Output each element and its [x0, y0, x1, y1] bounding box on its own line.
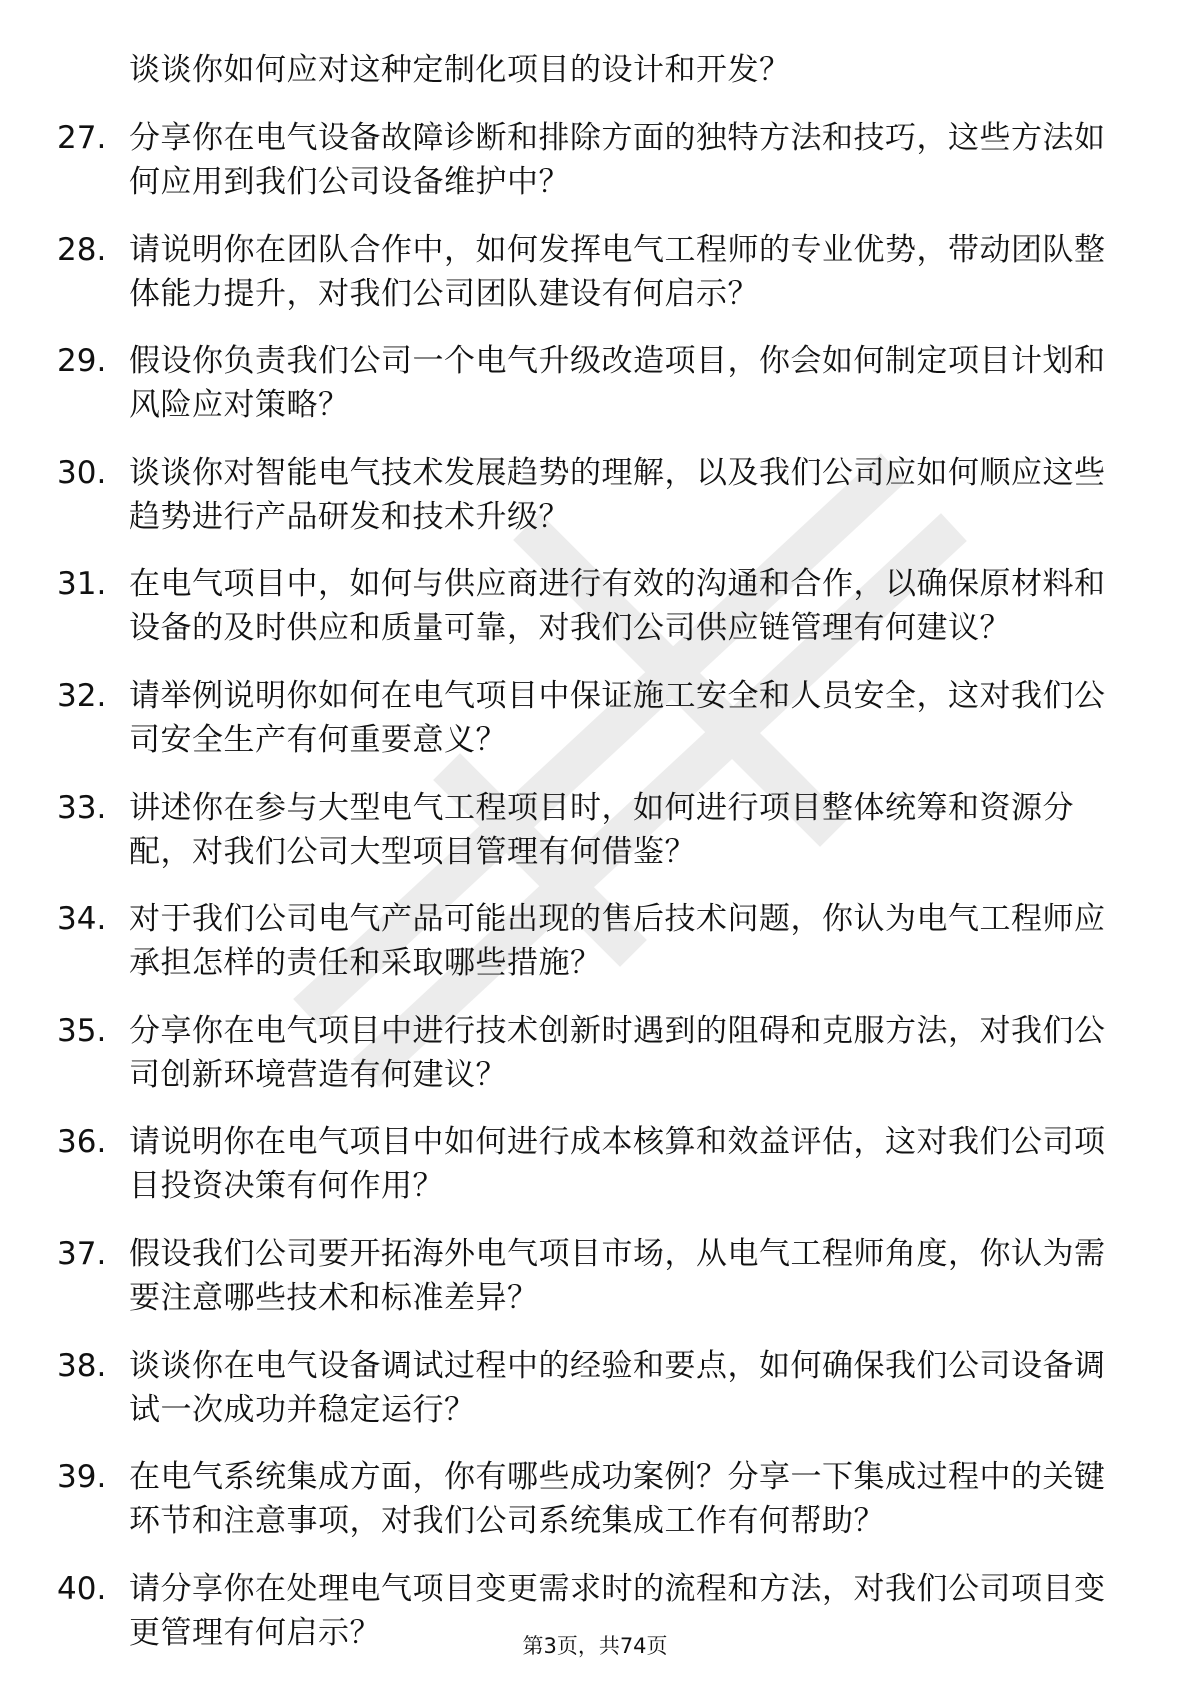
- question-text: 假设我们公司要开拓海外电气项目市场，从电气工程师角度，你认为需要注意哪些技术和标准差异？: [129, 1235, 1106, 1316]
- question-number: 32.: [57, 677, 107, 714]
- question-text: 分享你在电气设备故障诊断和排除方面的独特方法和技巧，这些方法如何应用到我们公司设备维护中？: [129, 120, 1106, 200]
- question-item: [57, 1009, 1117, 1097]
- question-item: [57, 786, 1117, 874]
- question-text: 在电气项目中，如何与供应商进行有效的沟通和合作，以确保原材料和设备的及时供应和质量可靠，对我们公司供应链管理有何建议？: [129, 566, 1106, 647]
- question-number: 35.: [57, 1012, 107, 1049]
- question-text: 假设你负责我们公司一个电气升级改造项目，你会如何制定项目计划和风险应对策略？: [129, 343, 1106, 424]
- page-footer-label: 第3页，共74页: [522, 1634, 668, 1658]
- question-item: [57, 228, 1117, 316]
- question-list: [57, 116, 1117, 1678]
- question-number: 36.: [57, 1124, 107, 1161]
- question-item: [57, 339, 1117, 427]
- question-text: 讲述你在参与大型电气工程项目时，如何进行项目整体统筹和资源分配，对我们公司大型项目管理有何借鉴？: [129, 789, 1074, 870]
- question-number: 39.: [57, 1459, 107, 1496]
- question-item: [57, 116, 1117, 204]
- question-number: 30.: [57, 454, 107, 491]
- question-item: [57, 562, 1117, 650]
- question-number: 37.: [57, 1235, 107, 1272]
- question-text: 谈谈你在电气设备调试过程中的经验和要点，如何确保我们公司设备调试一次成功并稳定运行？: [129, 1347, 1106, 1428]
- question-number: 29.: [57, 343, 107, 380]
- question-item: [57, 897, 1117, 985]
- question-number: 38.: [57, 1347, 107, 1384]
- question-text: 在电气系统集成方面，你有哪些成功案例？分享一下集成过程中的关键环节和注意事项，对我们公司系统集成工作有何帮助？: [129, 1459, 1106, 1540]
- question-number: 40.: [57, 1570, 107, 1607]
- question-text: 请说明你在电气项目中如何进行成本核算和效益评估，这对我们公司项目投资决策有何作用？: [129, 1124, 1106, 1205]
- question-item: [57, 1344, 1117, 1432]
- question-number: 33.: [57, 789, 107, 826]
- question-number: 27.: [57, 120, 107, 156]
- continuation-text: 谈谈你如何应对这种定制化项目的设计和开发？: [129, 52, 791, 88]
- question-item: [57, 451, 1117, 539]
- question-text: 请说明你在团队合作中，如何发挥电气工程师的专业优势，带动团队整体能力提升，对我们公司团队建设有何启示？: [129, 231, 1106, 312]
- question-text: 请分享你在处理电气项目变更需求时的流程和方法，对我们公司项目变更管理有何启示？: [129, 1570, 1106, 1651]
- question-text: 分享你在电气项目中进行技术创新时遇到的阻碍和克服方法，对我们公司创新环境营造有何建议？: [129, 1012, 1106, 1093]
- question-number: 34.: [57, 901, 107, 938]
- question-text: 请举例说明你如何在电气项目中保证施工安全和人员安全，这对我们公司安全生产有何重要意义？: [129, 677, 1106, 758]
- question-number: 28.: [57, 231, 107, 268]
- question-item: [57, 674, 1117, 762]
- question-text: 对于我们公司电气产品可能出现的售后技术问题，你认为电气工程师应承担怎样的责任和采取哪些措施？: [129, 901, 1106, 982]
- question-item: [57, 1455, 1117, 1543]
- question-text: 谈谈你对智能电气技术发展趋势的理解，以及我们公司应如何顺应这些趋势进行产品研发和技术升级？: [129, 454, 1106, 535]
- question-number: 31.: [57, 566, 107, 603]
- question-item: [57, 1232, 1117, 1320]
- question-item: [57, 1120, 1117, 1208]
